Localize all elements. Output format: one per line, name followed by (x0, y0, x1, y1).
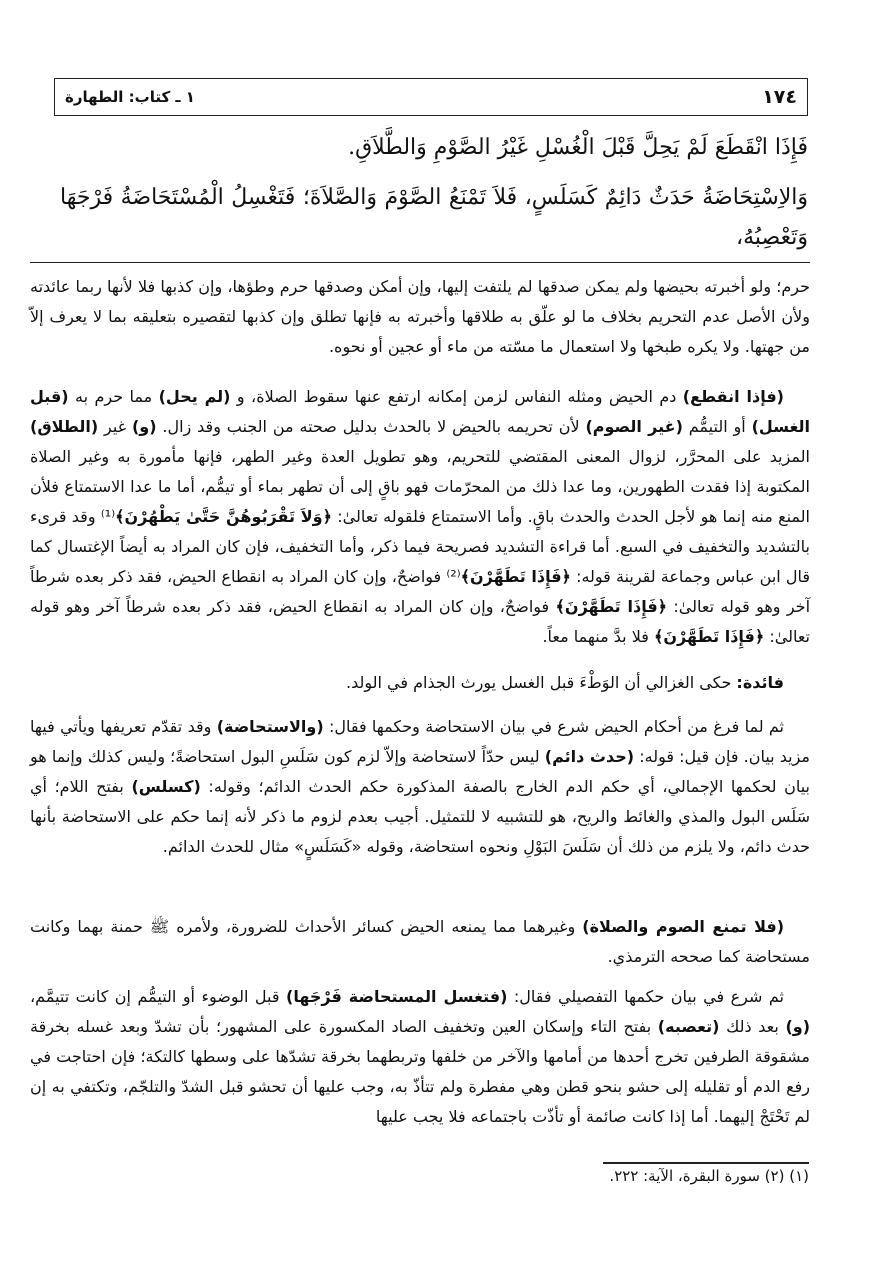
footnote: (١) (٢) سورة البقرة، الآية: ٢٢٢. (609, 1167, 809, 1185)
section-title: ١ ـ كتاب: الطهارة (65, 88, 195, 106)
commentary-paragraph (30, 272, 810, 362)
paragraph-text: لأن تحريمه بالحيض لا بالحدث بدليل صحته من الجنب وقد زال. (156, 417, 586, 436)
paragraph-text: بفتح التاء وإسكان العين وتخفيف الصاد المكسورة على المشهور؛ بأن تشدّ وبعد غسله بخرقة مشقوقة الطرفين تخرج أحدها من أمامها والآخر من خلفها وتربطهما بخرقة تشدّها على وسطها كالتكة؛ فإن احتاجت في رفع الدم أو تقليله إلى حشو بنحو قطن وهي مفطرة ولم تتأذّ به، وجب عليها أن تحشو قبل الشدّ والتلجّم، وتكتفي به إن لم تَحْتَجْ إليهما. أما إذا كانت صائمة أو تأذّت باجتماعه فلا يجب عليها (30, 1017, 810, 1126)
highlighted-term: (قبل الغسل) (30, 387, 810, 436)
commentary-paragraph (30, 382, 810, 652)
paragraph-text: ليس حدّاً لاستحاضة وإلاّ لزم كون سَلَسِ البول استحاضةً؛ وليس كذلك وإنما هو بيان لحكمها الإجمالي، أي حكم الدم الخارج بالصفة المذكورة حكم الحدث الدائم؛ وقوله: (30, 747, 810, 796)
highlighted-term: ﴿فَإِذَا تَطَهَّرْنَ﴾ (654, 627, 765, 646)
paragraph-text: المزيد على المحرَّر، لزوال المعنى المقتضي للتحريم، وهو تطويل العدة وغير الطهر، فإنها مأمورة به وغير الصلاة المكتوبة إذا فقدت الطهورين، وما عدا ذلك من المحرّمات فهو باقٍ إلى أن تطهر بماء أو تيمُّم، أما ما عدا الاستمتاع فلأن المنع منه إنما هو لأجل الحدث والحدث باقٍ. وأما الاستمتاع فلقوله تعالىٰ: (30, 447, 811, 526)
highlighted-term: (تعصبه) (657, 1017, 720, 1036)
paragraph-text: قبل الوضوء أو التيمُّم إن كانت تتيمَّم، (30, 987, 286, 1006)
paragraph-text: بعد ذلك (719, 1017, 786, 1036)
paragraph-text: بفتح اللام؛ أي سَلَس البول والمذي والغائط والريح، هو للتشبيه لا للتمثيل. أجيب بعدم لزوم ما ذكر لأنه إنما حكم على الاستحاضة بأنها حدث دائم، ولا يلزم من ذلك أن سَلَسَ البَوْلِ ونحوه استحاضة، وقوله «كَسَلَسٍ» مثال للحدث الدائم. (30, 777, 810, 856)
paragraph-text: غير (98, 417, 132, 436)
highlighted-term: (فلا تمنع الصوم والصلاة) (582, 917, 785, 936)
highlighted-term: (كسلس) (131, 777, 201, 796)
paragraph-text: حرم؛ ولو أخبرته بحيضها ولم يمكن صدقها لم يلتفت إليها، وإن أمكن وصدقها حرم وطؤها، وإن كذبها فلا لأنها ربما عائدته ولأن الأصل عدم التحريم بخلاف ما لو علّق به طلاقها وأخبرته به فإنها تطلق وإن كذبها لتقصيره بتعليقه بما لا يعرف إلاّ من جهتها. ولا يكره طبخها ولا استعمال ما مسّته من ماء أو عجين أو نحوه. (30, 277, 810, 356)
paragraph-text: ثم شرع في بيان حكمها التفصيلي فقال: (507, 987, 784, 1006)
matn-divider (30, 262, 810, 263)
highlighted-term: (لم يحل) (158, 387, 231, 406)
highlighted-term: ﴿فَإِذَا تَطَهَّرْنَ﴾ (460, 567, 571, 586)
paragraph-text: ⁽¹⁾ وقد قرىء بالتشديد والتخفيف في السبع. أما قراءة التشديد فصريحة فيما ذكر، وأما التخفيف، فإن كان المراد به أيضاً الإغتسال كما قال ابن عباس وجماعة لقرينة قوله: (30, 507, 811, 586)
paragraph-text: ⁽²⁾ فواضحٌ، وإن كان المراد به انقطاع الحيض، فقد ذكر بعده شرطاً آخر وهو قوله تعالىٰ: (30, 567, 811, 616)
highlighted-term: (و) (131, 417, 157, 436)
paragraph-text: فواضحٌ، وإن كان المراد به انقطاع الحيض، فقد ذكر بعده شرطاً آخر وهو قوله تعالىٰ: (30, 597, 810, 646)
running-header (54, 78, 808, 116)
highlighted-term: (والاستحاضة) (216, 717, 324, 736)
highlighted-term: (و) (785, 1017, 811, 1036)
highlighted-term: (الطلاق) (30, 417, 99, 436)
paragraph-text: دم الحيض ومثله النفاس لزمن إمكانه ارتفع عنها سقوط الصلاة، و (230, 387, 683, 406)
highlighted-term: ﴿فَإِذَا تَطَهَّرْنَ﴾ (555, 597, 668, 616)
commentary-paragraph (30, 712, 810, 862)
commentary-paragraph (30, 982, 810, 1132)
highlighted-term: (حدث دائم) (544, 747, 635, 766)
paragraph-text: أو التيمُّم (682, 417, 752, 436)
matn-line-2: وَالاِسْتِحَاضَةُ حَدَثٌ دَائِمٌ كَسَلَسٍ، فَلاَ تَمْنَعُ الصَّوْمَ وَالصَّلاَةَ؛ فَتَغْسِلُ الْمُسْتَحَاضَةُ فَرْجَهَا وَتَعْصِبُهُ، (60, 185, 808, 250)
page-number: ١٧٤ (762, 86, 797, 108)
highlighted-term: (فإذا انقطع) (682, 387, 784, 406)
highlighted-term: (غير الصوم) (585, 417, 683, 436)
commentary-paragraph (30, 912, 810, 972)
paragraph-text: ثم لما فرغ من أحكام الحيض شرع في بيان الاستحاضة وحكمها فقال: (323, 717, 785, 736)
highlighted-term: (فتغسل المستحاضة فَرْجَها) (286, 987, 508, 1006)
paragraph-text: وقد تقدّم تعريفها ويأتي فيها مزيد بيان. فإن قيل: قوله: (30, 717, 811, 766)
highlighted-term: ﴿وَلاَ تَقْرَبُوهُنَّ حَتَّىٰ يَطْهُرْنَ﴾ (115, 507, 332, 526)
footnote-divider (603, 1162, 809, 1164)
paragraph-text: مما حرم به (68, 387, 159, 406)
paragraph-text: حكى الغزالي أن الوَطْءَ قبل الغسل يورث الجذام في الولد. (346, 673, 737, 692)
paragraph-text: وغيرهما مما يمنعه الحيض كسائر الأحداث للضرورة، ولأمره ﷺ حمنة بهما وكانت مستحاضة كما صححه الترمذي. (30, 917, 810, 966)
paragraph-text: فلا بدَّ منهما معاً. (542, 627, 654, 646)
matn-line-1: فَإِذَا انْقَطَعَ لَمْ يَحِلَّ قَبْلَ الْغُسْلِ غَيْرُ الصَّوْمِ وَالطَّلاَقِ. (348, 135, 808, 160)
benefit-note (30, 668, 810, 698)
highlighted-term: فائدة: (736, 673, 784, 692)
